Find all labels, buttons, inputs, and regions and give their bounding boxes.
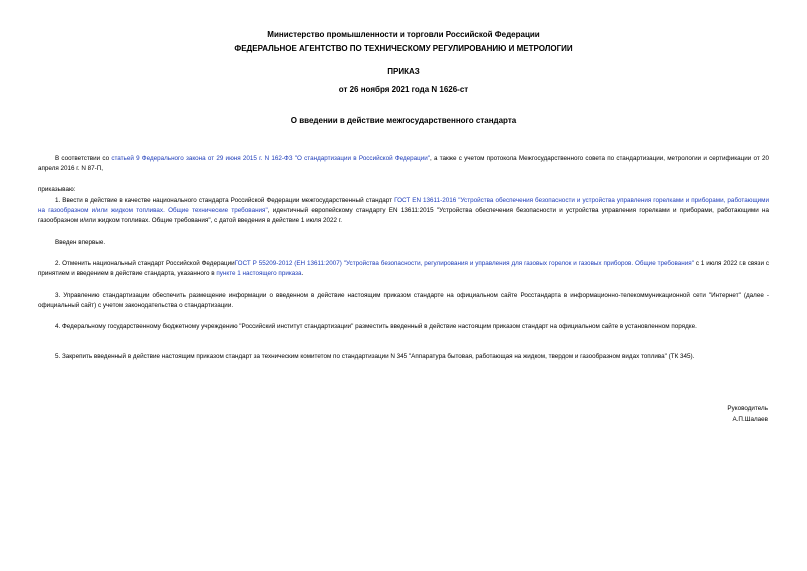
document-date-number: от 26 ноября 2021 года N 1626-ст	[338, 85, 469, 94]
item-5-paragraph: 5. Закрепить введенный в действие настоящим приказом стандарт за техническим комитетом по стандартизации N 345 "Аппаратура бытовая, работающая на жидком, твердом и газообразном видах топлива" (ТК 345).	[55, 353, 695, 360]
item-1-text-2: , идентичный европейскому стандарту EN 13611:2015 "Устройства обеспечения безопасности и устройства управления горелками и приборами, работающими на газообразном и/или жидком топливах. Общие требования", с датой введения в действие 1 июля 2022 г.	[38, 207, 770, 224]
document-type: ПРИКАЗ	[387, 67, 420, 76]
item-2-text-1: 2. Отменить национальный стандарт Российской Федерации	[55, 260, 235, 267]
federal-law-link[interactable]: статьей 9 Федерального закона от 29 июня 2015 г. N 162-ФЗ "О стандартизации в Российской Федерации"	[111, 155, 431, 162]
gost-en-13611-link[interactable]: ГОСТ EN 13611-2016 "Устройства обеспечения безопасности и устройства управления горелками и приборами, работающими на газообразном и/или жидком топливах. Общие технические требования"	[38, 197, 769, 214]
item-1-text-1: 1. Ввести в действие в качестве национального стандарта Российской Федерации межгосударственный стандарт	[55, 197, 395, 204]
item-4-paragraph: 4. Федеральному государственному бюджетному учреждению "Российский институт стандартизации" разместить введенный в действие настоящим приказом стандарт на официальном сайте в установленном порядке.	[55, 323, 697, 330]
item-1-reference-link[interactable]: пункте 1 настоящего приказа	[216, 270, 302, 277]
item-3-paragraph: 3. Управлению стандартизации обеспечить размещение информации о введенном в действие настоящим приказом стандарте на официальном сайте Росстандарта в информационно-телекоммуникационной сети "Интернет" (далее - официальный сайт) с учетом законодательства о стандартизации.	[38, 292, 769, 309]
ministry-title: Министерство промышленности и торговли Российской Федерации	[267, 30, 540, 39]
signature-role: Руководитель	[727, 405, 768, 412]
introduced-first-note: Введен впервые.	[55, 239, 106, 246]
gost-r-55209-link[interactable]: ГОСТ Р 55209-2012 (ЕН 13611:2007) "Устройства безопасности, регулирования и управления для газовых горелок и газовых приборов. Общие требования"	[234, 260, 694, 267]
preamble-text-1: В соответствии со	[55, 155, 112, 162]
item-1-paragraph	[38, 196, 769, 226]
preamble-paragraph	[38, 154, 769, 174]
item-2-text-3: .	[301, 270, 304, 277]
signature-name: А.П.Шалаев	[732, 416, 768, 423]
document-subject: О введении в действие межгосударственного стандарта	[290, 116, 517, 125]
order-word: приказываю:	[38, 186, 76, 193]
item-2-text-2: с 1 июля 2022 г.в связи с принятием и введением в действие стандарта, указанного в	[38, 260, 769, 277]
item-2-paragraph	[38, 259, 769, 279]
agency-title: ФЕДЕРАЛЬНОЕ АГЕНТСТВО ПО ТЕХНИЧЕСКОМУ РЕГУЛИРОВАНИЮ И МЕТРОЛОГИИ	[234, 44, 573, 53]
preamble-text-2: , а также с учетом протокола Межгосударственного совета по стандартизации, метрологии и сертификации от 20 апреля 2016 г. N 87-П,	[38, 155, 769, 172]
